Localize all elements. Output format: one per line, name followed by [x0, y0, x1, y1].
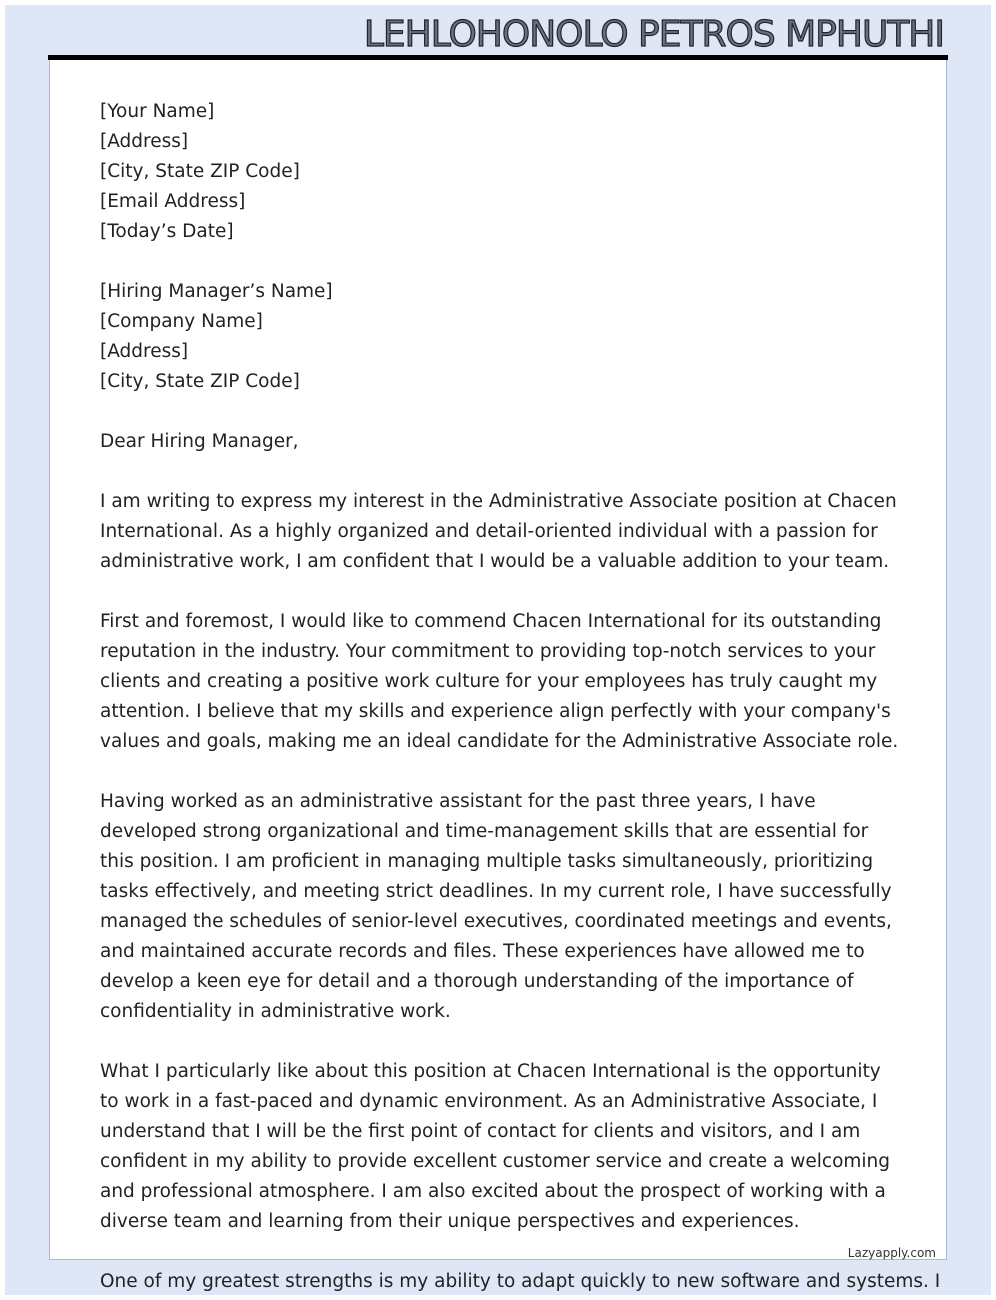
recipient-company: [Company Name] — [100, 311, 263, 332]
paragraph-position: What I particularly like about this position at Chacen International is the opportunity to work in a fast-paced and dynamic environment. As an Administrative Associate, I understand that I will be the first point of contact for clients and visitors, and I am confident in my ability to provide excellent customer service and create a welcoming and professional atmosphere. I am also excited about the prospect of working with a diverse team and learning from their unique perspectives and experiences. — [100, 1061, 891, 1232]
paragraph-continuation: One of my greatest strengths is my ability to adapt quickly to new software and systems. I — [100, 1271, 941, 1292]
paragraph-intro: I am writing to express my interest in the Administrative Associate position at Chacen International. As a highly organized and detail-oriented individual with a passion for administrative work, I am confident that I would be a valuable addition to your team. — [100, 491, 897, 572]
paragraph-company: First and foremost, I would like to commend Chacen International for its outstanding reputation in the industry. Your commitment to providing top-notch services to your clients and creating a positive work culture for your employees has truly caught my attention. I believe that my skills and experience align perfectly with your company's values and goals, making me an ideal candidate for the Administrative Associate role. — [100, 611, 899, 752]
candidate-name-heading: LEHLOHONOLO PETROS MPHUTHI — [363, 14, 944, 55]
paragraph-experience: Having worked as an administrative assistant for the past three years, I have developed strong organizational and time-management skills that are essential for this position. I am proficient in managing multiple tasks simultaneously, prioritizing tasks effectively, and meeting strict deadlines. In my current role, I have successfully managed the schedules of senior-level executives, coordinated meetings and events, and maintained accurate records and files. These experiences have allowed me to develop a keen eye for detail and a thorough understanding of the importance of confidentiality in administrative work. — [100, 791, 892, 1022]
sender-address: [Address] — [100, 131, 189, 152]
sender-city-state-zip: [City, State ZIP Code] — [100, 161, 300, 182]
sender-email: [Email Address] — [100, 191, 246, 212]
watermark-text: Lazyapply.com — [847, 1246, 936, 1260]
sender-name: [Your Name] — [100, 101, 215, 122]
sender-address-block — [100, 97, 900, 247]
recipient-name: [Hiring Manager’s Name] — [100, 281, 333, 302]
salutation: Dear Hiring Manager, — [100, 431, 299, 452]
recipient-address: [Address] — [100, 341, 189, 362]
recipient-address-block — [100, 277, 900, 397]
letter-date: [Today’s Date] — [100, 221, 234, 242]
cover-letter-body — [100, 97, 900, 1267]
recipient-city-state-zip: [City, State ZIP Code] — [100, 371, 300, 392]
